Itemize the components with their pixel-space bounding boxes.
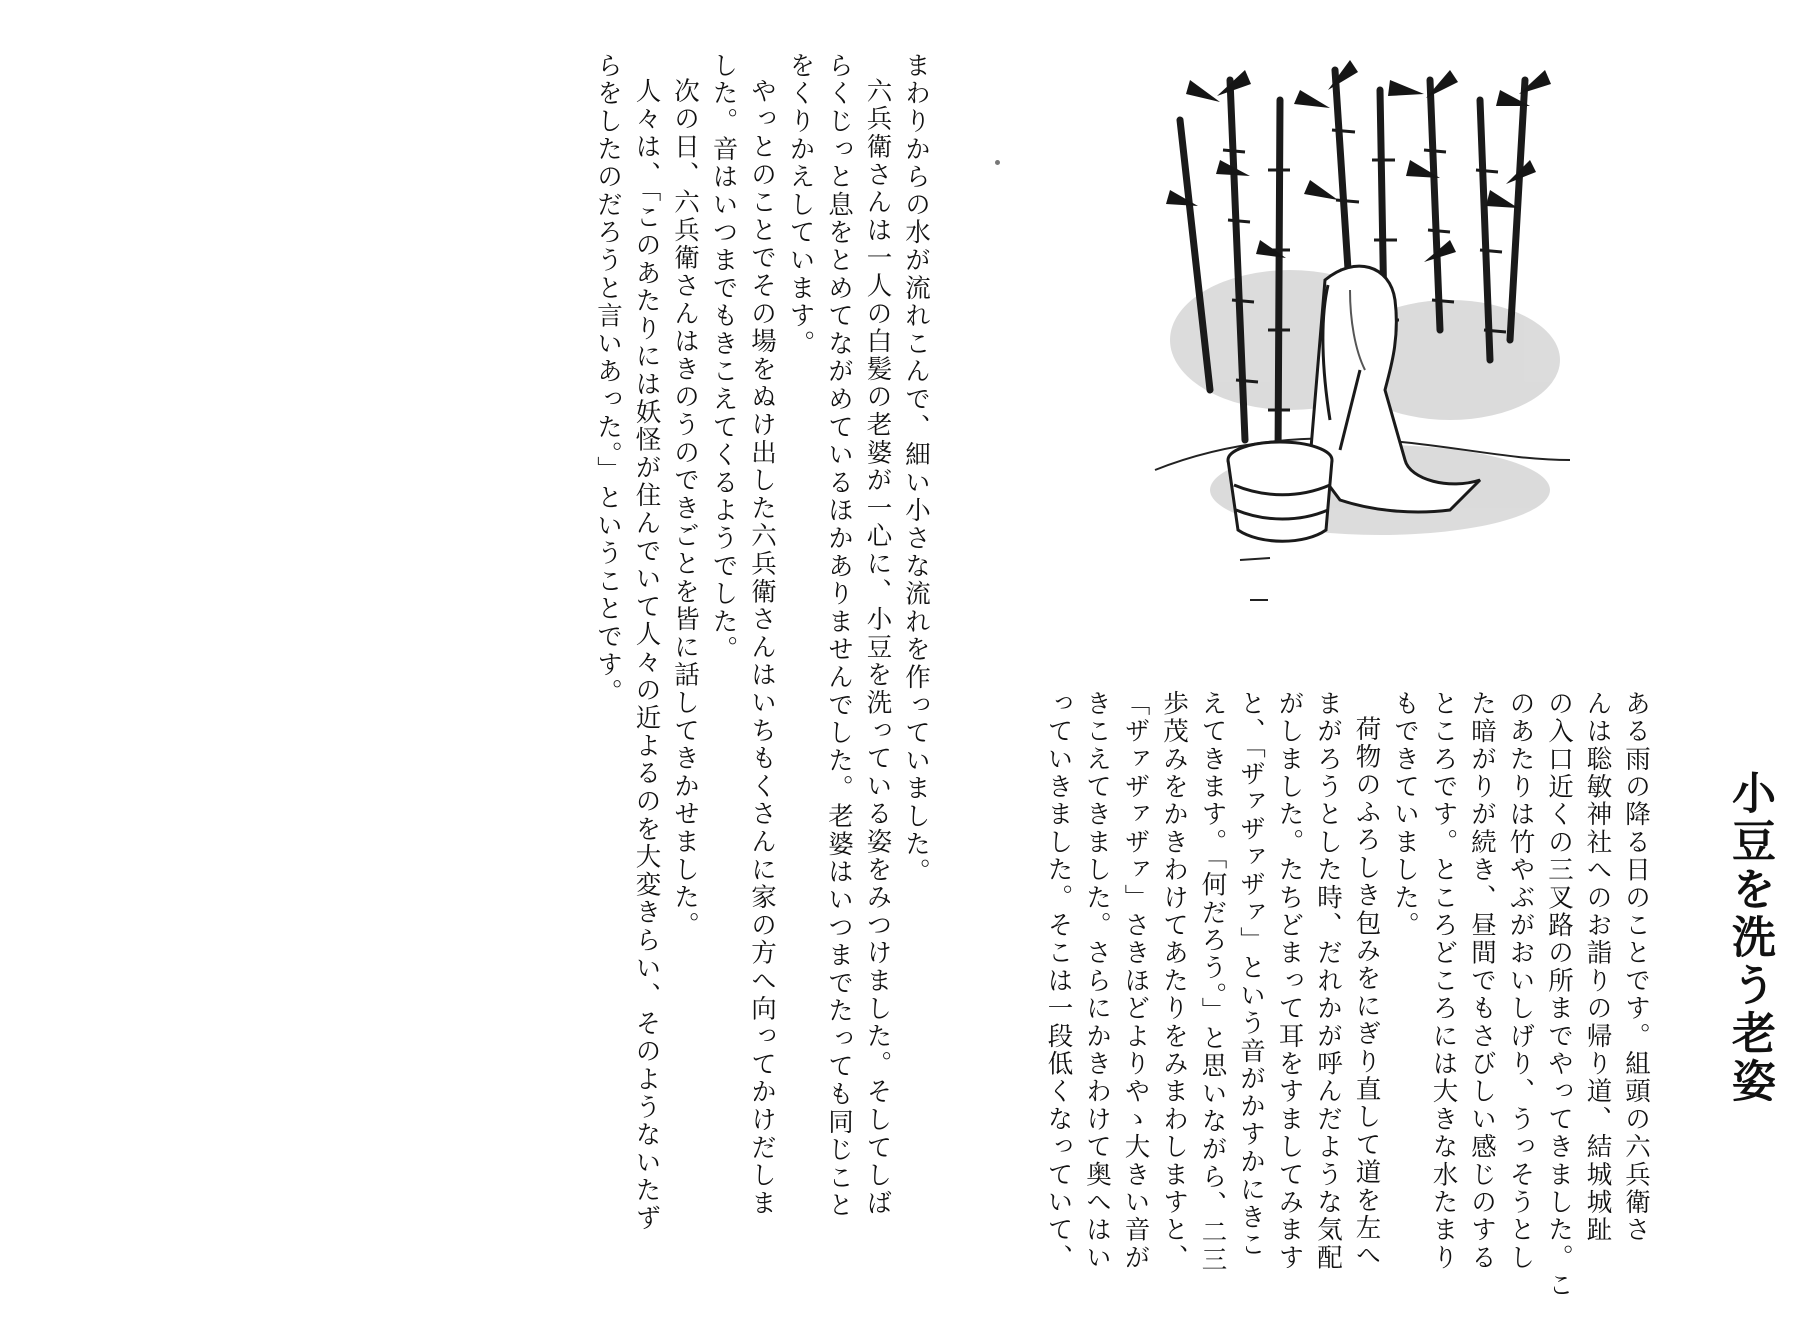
- text-line: た暗がりが続き、昼間でもさびしい感じのする: [1467, 690, 1497, 1272]
- text-line: らくじっと息をとめてながめているほかありませんでした。老婆はいつまでたっても同じこと: [824, 52, 854, 1220]
- text-line: がしました。たちどまって耳をすましてみます: [1274, 690, 1305, 1272]
- text-line: のあたりは竹やぶがおいしげり、うっそうとし: [1505, 690, 1536, 1272]
- text-line: [627, 52, 666, 1302]
- text-line: まわりからの水が流れこんで、細い小さな流れを作っていました。: [901, 52, 931, 886]
- text-line: ある雨の降る日のことです。組頭の六兵衛さ: [1621, 690, 1651, 1244]
- text-line: らをしたのだろうと言いあった。」ということです。: [593, 52, 623, 707]
- washing-tub: [1228, 442, 1332, 541]
- text-line: 歩茂みをかきわけてあたりをみまわしますと、: [1159, 690, 1189, 1272]
- text-line: と、「ザァザァザァ」という音がかすかにきこ: [1236, 690, 1266, 1259]
- text-line-body: 六兵衛さんは一人の白髪の老婆が一心に、小豆を洗っている姿をみつけました。そしてしば: [862, 77, 893, 1218]
- story-title: 小豆を洗う老姿: [1724, 770, 1775, 1106]
- text-line: っていきました。そこは一段低くなっていて、: [1043, 690, 1074, 1272]
- text-line: まがろうとした時、だれかが呼んだような気配: [1313, 690, 1343, 1272]
- text-line-body: 荷物のふろしき包みをにぎり直して道を左へ: [1351, 715, 1382, 1270]
- text-line: ところです。ところどころには大きな水たまり: [1428, 690, 1459, 1272]
- text-line: の入口近くの三叉路の所までやってきました。こ: [1544, 690, 1574, 1300]
- text-line-body: 次の日、六兵衛さんはきのうのできごとを皆に話してきかせました。: [670, 77, 700, 940]
- ink-speck: [995, 160, 1000, 165]
- text-line: 「ザァザァザァ」さきほどよりやゝ大きい音が: [1120, 690, 1151, 1272]
- text-line: もできていました。: [1390, 690, 1420, 940]
- text-line: [743, 52, 782, 1302]
- text-line: [1347, 690, 1386, 1310]
- text-line-body: やっとのことでその場をぬけ出した六兵衛さんはいちもくさんに家の方へ向ってかけだしま: [747, 77, 777, 1218]
- story-text-left: [525, 52, 935, 1302]
- text-line: した。音はいつまでもきこえてくるようでした。: [708, 52, 739, 664]
- text-line: んは聡敏神社へのお詣りの帰り道、結城城趾: [1582, 690, 1613, 1244]
- text-line: [858, 52, 897, 1302]
- text-line: きこえてきました。さらにかきわけて奥へはい: [1082, 690, 1112, 1272]
- text-line: [666, 52, 705, 1302]
- story-text-right: [955, 690, 1655, 1310]
- text-line: をくりかえしています。: [785, 52, 816, 358]
- text-line: えてきます。「何だろう。」と思いながら、二三: [1197, 690, 1228, 1274]
- text-line-body: 人々は、「このあたりには妖怪が住んでいて人々の近よるのを大変きらい、そのようないたず: [631, 77, 662, 1233]
- bamboo-leaves: [1166, 60, 1551, 262]
- illustration-old-woman-washing-beans: [1150, 40, 1580, 640]
